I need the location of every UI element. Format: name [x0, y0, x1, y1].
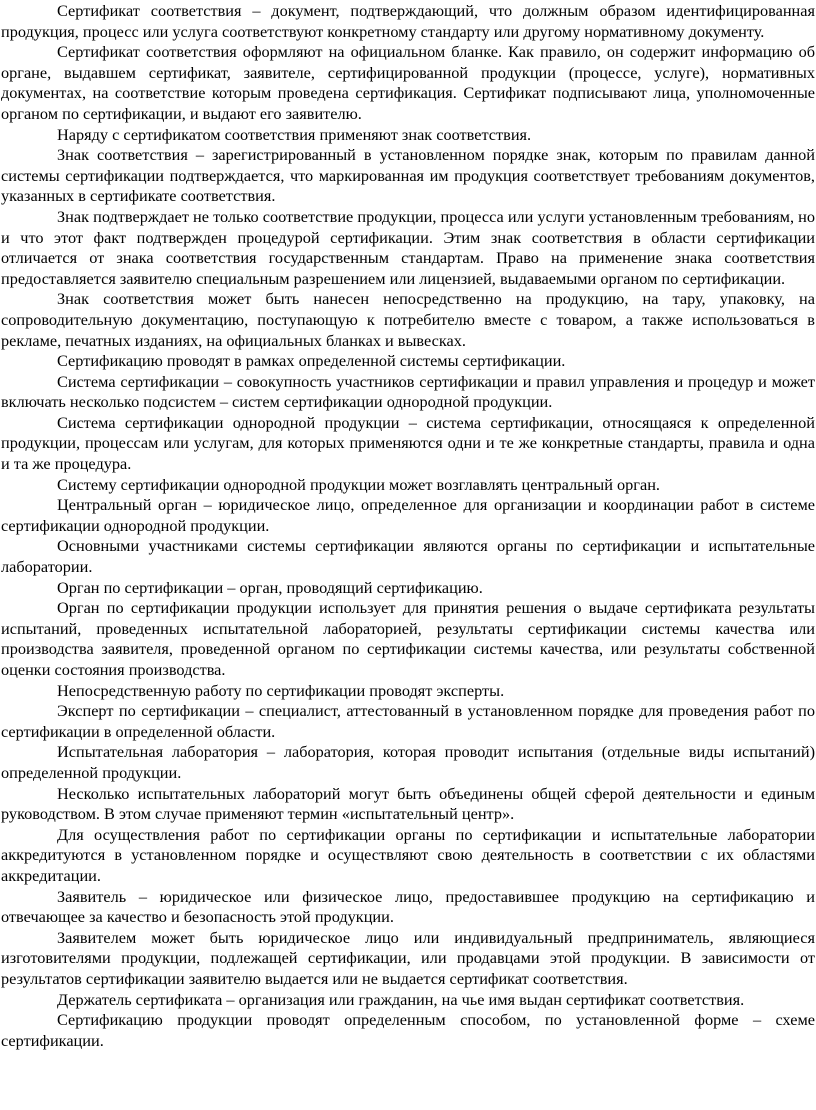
paragraph-mark-intro: Наряду с сертификатом соответствия применяют знак соответствия.: [57, 124, 532, 144]
paragraph-body-decision: Орган по сертификации продукции использует для принятия решения о выдаче сертификата результаты испытаний, проведенных испытательной лабораторией, результаты сертификации системы качества или производства заявителя, проведенной органом по сертификации системы качества, или результаты собственной оценки состояния производства.: [1, 598, 815, 679]
paragraph-applicant-definition: Заявитель – юридическое или физическое лицо, предоставившее продукцию на сертификацию и отвечающее за качество и безопасность этой продукции.: [1, 886, 815, 927]
paragraph-expert-definition: Эксперт по сертификации – специалист, аттестованный в установленном порядке для проведения работ по сертификации в определенной области.: [1, 701, 815, 741]
paragraph-testing-center: Несколько испытательных лабораторий могут быть объединены общей сферой деятельности и единым руководством. В этом случае применяют термин «испытательный центр».: [1, 783, 815, 824]
paragraph-homogeneous-system: Система сертификации однородной продукции – система сертификации, относящаяся к определенной продукции, процессам или услугам, для которых применяются одни и те же конкретные стандарты, правила и одна и та же процедура.: [1, 412, 815, 474]
paragraph-experts: Непосредственную работу по сертификации проводят эксперты.: [57, 680, 505, 700]
paragraph-mark-placement: Знак соответствия может быть нанесен непосредственно на продукцию, на тару, упаковку, на сопроводительную документацию, поступающую к потребителю вместе с товаром, а также использоваться в рекламе, печатных изданиях, на официальных бланках и вывесках.: [1, 289, 815, 350]
paragraph-mark-definition: Знак соответствия – зарегистрированный в установленном порядке знак, которым по правилам данной системы сертификации подтверждается, что маркированная им продукция соответствует требованиям документов, указанных в сертификате соответствия.: [1, 145, 815, 206]
paragraph-mark-confirmation: Знак подтверждает не только соответствие продукции, процесса или услуги установленным требованиям, но и что этот факт подтвержден процедурой сертификации. Этим знак соответствия в области сертификации отличается от знака соответствия государственным стандартам. Право на применение знака соответствия предоставляется заявителю специальным разрешением или лицензией, выдаваемыми органом по сертификации.: [1, 206, 815, 288]
paragraph-central-body-intro: Систему сертификации однородной продукции может возглавлять центральный орган.: [57, 474, 660, 494]
paragraph-certificate-form: Сертификат соответствия оформляют на официальном бланке. Как правило, он содержит информацию об органе, выдавшем сертификат, заявителе, сертифицированной продукции (процессе, услуге), нормативных документах, на соответствие которым проведена сертификация. Сертификат подписывают лица, уполномоченные органом по сертификации, и выдают его заявителю.: [1, 42, 815, 123]
paragraph-system-intro: Сертификацию проводят в рамках определенной системы сертификации.: [57, 351, 566, 371]
paragraph-certificate-definition: Сертификат соответствия – документ, подтверждающий, что должным образом идентифицированная продукция, процесс или услуга соответствуют конкретному стандарту или другому нормативному документу.: [1, 1, 815, 41]
paragraph-certification-scheme: Сертификацию продукции проводят определенным способом, по установленной форме – схеме сертификации.: [1, 1010, 815, 1050]
paragraph-accreditation: Для осуществления работ по сертификации органы по сертификации и испытательные лаборатории аккредитуются в установленном порядке и осуществляют свою деятельность в соответствии с их областями аккредитации.: [1, 824, 815, 885]
paragraph-system-definition: Система сертификации – совокупность участников сертификации и правил управления и процедур и может включать несколько подсистем – систем сертификации однородной продукции.: [1, 371, 815, 412]
paragraph-applicant-types: Заявителем может быть юридическое лицо или индивидуальный предприниматель, являющиеся изготовителями продукции, подлежащей сертификации, или продавцами этой продукции. В зависимости от результатов сертификации заявителю выдается или не выдается сертификат соответствия.: [1, 927, 815, 988]
paragraph-participants: Основными участниками системы сертификации являются органы по сертификации и испытательные лаборатории.: [1, 536, 815, 577]
paragraph-central-body-definition: Центральный орган – юридическое лицо, определенное для организации и координации работ в системе сертификации однородной продукции.: [1, 495, 815, 535]
paragraph-laboratory-definition: Испытательная лаборатория – лаборатория, которая проводит испытания (отдельные виды испытаний) определенной продукции.: [1, 742, 815, 782]
paragraph-body-definition: Орган по сертификации – орган, проводящий сертификацию.: [57, 577, 483, 597]
paragraph-holder-definition: Держатель сертификата – организация или гражданин, на чье имя выдан сертификат соответствия.: [57, 989, 745, 1009]
